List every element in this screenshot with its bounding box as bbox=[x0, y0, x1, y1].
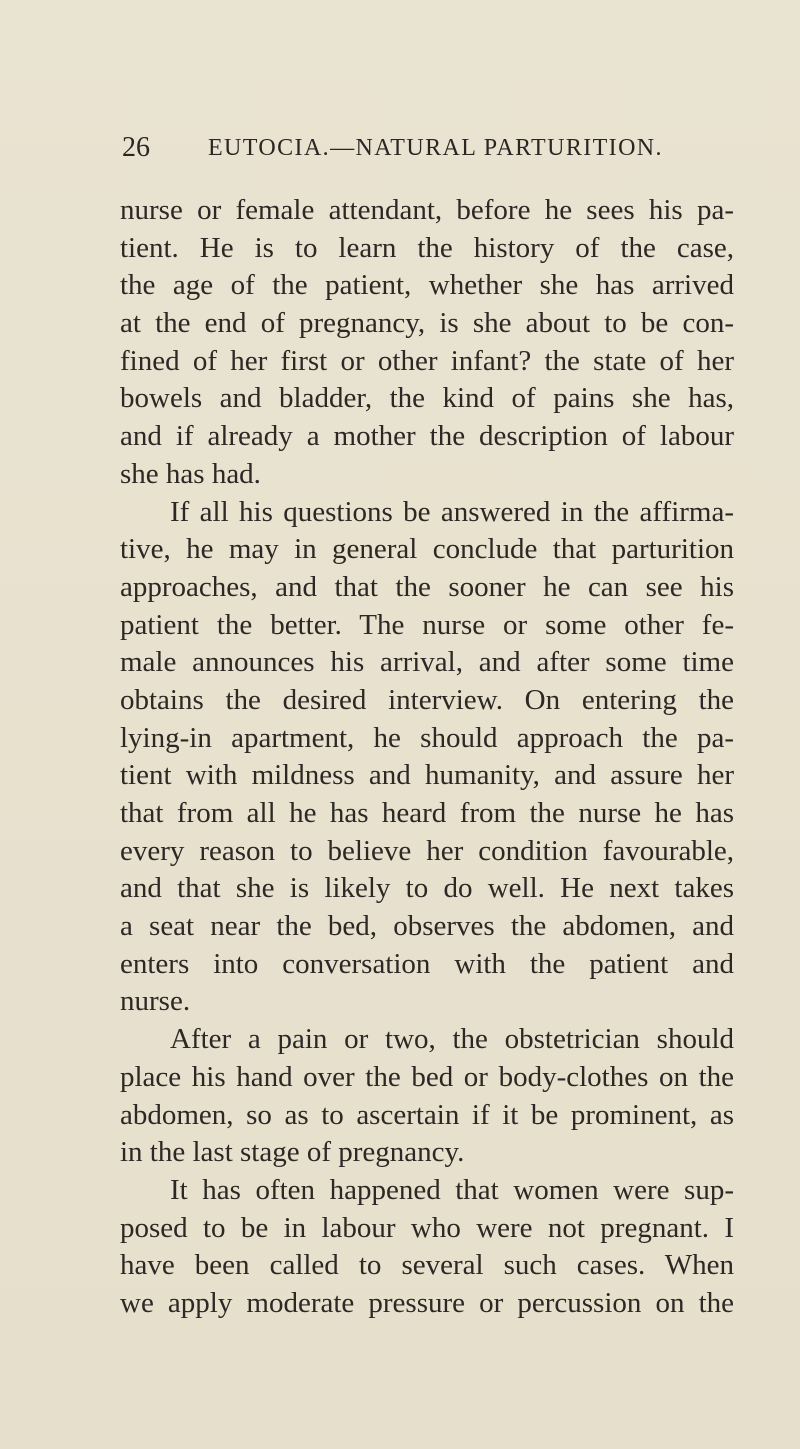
text-line: in the last stage of pregnancy. bbox=[120, 1136, 465, 1169]
page-number: 26 bbox=[122, 132, 150, 163]
text-line: and that she is likely to do well. He next takes bbox=[120, 872, 734, 905]
text-line: the age of the patient, whether she has arrived bbox=[120, 269, 734, 302]
text-line: bowels and bladder, the kind of pains she has, bbox=[120, 382, 734, 415]
text-line: have been called to several such cases. When bbox=[120, 1249, 734, 1282]
text-line: tient. He is to learn the history of the case, bbox=[120, 231, 734, 264]
text-line: enters into conversation with the patient and bbox=[120, 947, 734, 980]
text-line: posed to be in labour who were not pregnant. I bbox=[120, 1211, 734, 1244]
text-line: a seat near the bed, observes the abdomen, and bbox=[120, 910, 734, 943]
text-line: fined of her first or other infant? the state of her bbox=[120, 344, 734, 377]
text-line: lying-in apartment, he should approach the pa- bbox=[120, 721, 734, 754]
text-line: every reason to believe her condition favourable, bbox=[120, 834, 734, 867]
text-line: place his hand over the bed or body-clothes on the bbox=[120, 1060, 734, 1093]
text-line: After a pain or two, the obstetrician should bbox=[170, 1023, 734, 1056]
text-line: If all his questions be answered in the affirma- bbox=[170, 495, 734, 528]
text-line: tient with mildness and humanity, and assure her bbox=[120, 759, 734, 792]
text-line: approaches, and that the sooner he can see his bbox=[120, 570, 734, 603]
text-line: It has often happened that women were sup- bbox=[170, 1173, 734, 1206]
text-line: that from all he has heard from the nurse he has bbox=[120, 797, 734, 829]
text-line: nurse. bbox=[120, 985, 191, 1018]
text-line: and if already a mother the description of labour bbox=[120, 420, 734, 453]
text-line: patient the better. The nurse or some other fe- bbox=[120, 608, 734, 641]
text-line: abdomen, so as to ascertain if it be prominent, as bbox=[120, 1098, 734, 1131]
text-line: nurse or female attendant, before he sees his pa- bbox=[120, 194, 734, 226]
text-line: obtains the desired interview. On entering the bbox=[120, 683, 734, 716]
page-header bbox=[122, 132, 732, 166]
text-line: we apply moderate pressure or percussion on the bbox=[120, 1286, 734, 1319]
running-head: EUTOCIA.—NATURAL PARTURITION. bbox=[208, 135, 663, 161]
text-line: male announces his arrival, and after some time bbox=[120, 646, 734, 679]
text-line: tive, he may in general conclude that parturition bbox=[120, 533, 734, 566]
body-text bbox=[120, 192, 734, 1323]
text-line: she has had. bbox=[120, 457, 261, 490]
text-line: at the end of pregnancy, is she about to be con- bbox=[120, 307, 734, 340]
